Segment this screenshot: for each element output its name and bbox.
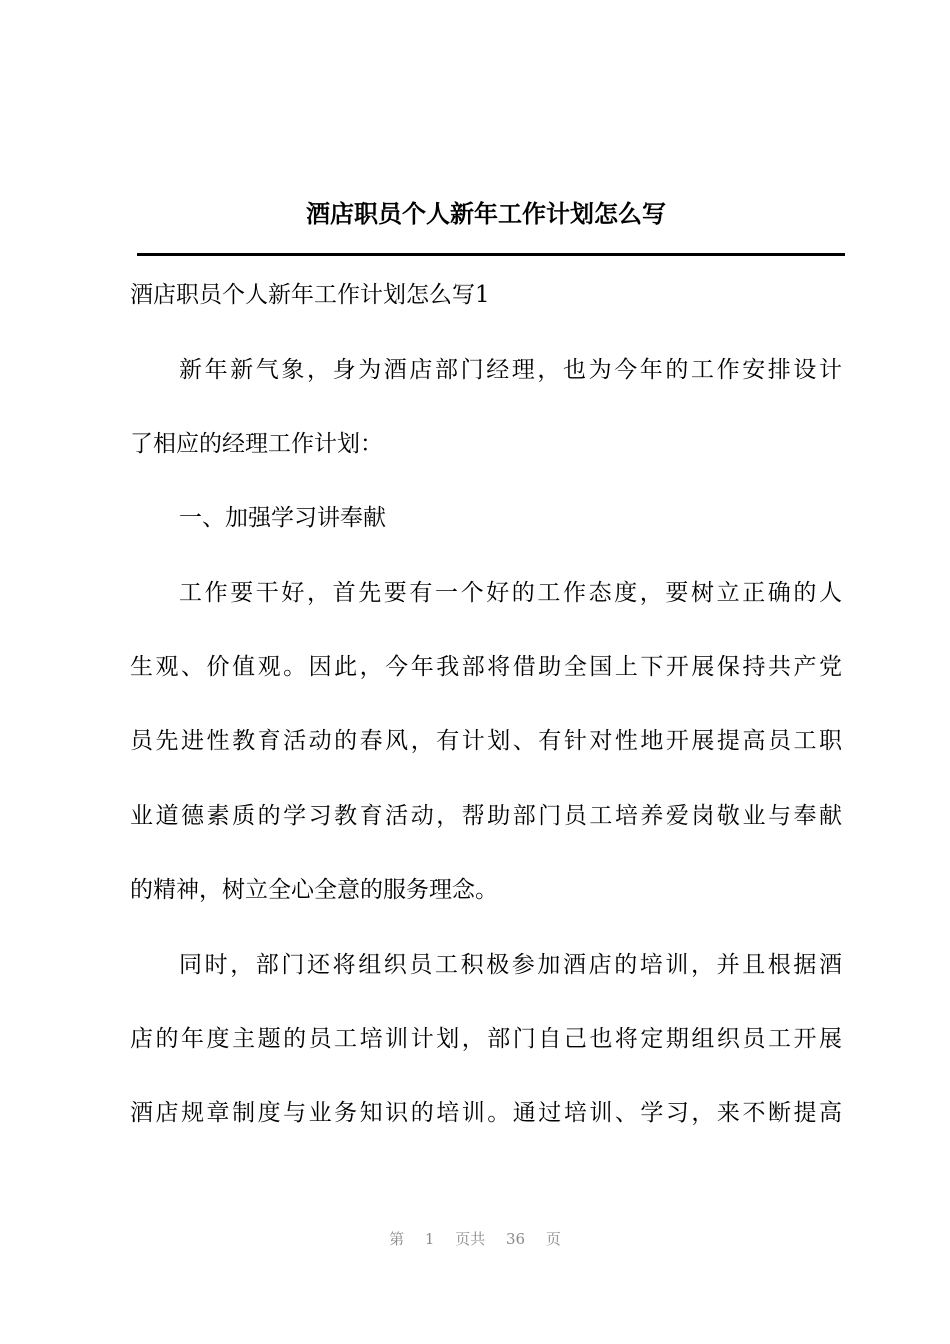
paragraph-line: 的精神，树立全心全意的服务理念。 <box>130 877 498 903</box>
footer-middle: 页共 <box>455 1230 486 1248</box>
paragraph-line: 员先进性教育活动的春风，有计划、有针对性地开展提高员工职 <box>130 728 842 754</box>
footer-total-pages: 36 <box>506 1230 526 1248</box>
paragraph-line: 同时，部门还将组织员工积极参加酒店的培训，并且根据酒 <box>179 952 842 978</box>
paragraph-line: 工作要干好，首先要有一个好的工作态度，要树立正确的人 <box>179 580 842 606</box>
paragraph-line: 酒店规章制度与业务知识的培训。通过培训、学习，来不断提高 <box>130 1100 842 1126</box>
document-title: 酒店职员个人新年工作计划怎么写 <box>306 199 666 228</box>
paragraph-line: 业道德素质的学习教育活动，帮助部门员工培养爱岗敬业与奉献 <box>130 803 842 829</box>
paragraph-line: 新年新气象，身为酒店部门经理，也为今年的工作安排设计 <box>179 357 842 383</box>
page-footer <box>0 1228 950 1250</box>
footer-prefix: 第 <box>389 1230 405 1248</box>
section-heading: 酒店职员个人新年工作计划怎么写1 <box>130 282 490 308</box>
footer-page-number: 1 <box>424 1230 435 1248</box>
footer-suffix: 页 <box>545 1230 561 1248</box>
title-underline <box>137 253 845 256</box>
paragraph-line: 了相应的经理工作计划： <box>130 431 383 457</box>
paragraph-line: 店的年度主题的员工培训计划，部门自己也将定期组织员工开展 <box>130 1026 842 1052</box>
subsection-heading: 一、加强学习讲奉献 <box>179 505 386 531</box>
paragraph-line: 生观、价值观。因此，今年我部将借助全国上下开展保持共产党 <box>130 654 842 680</box>
